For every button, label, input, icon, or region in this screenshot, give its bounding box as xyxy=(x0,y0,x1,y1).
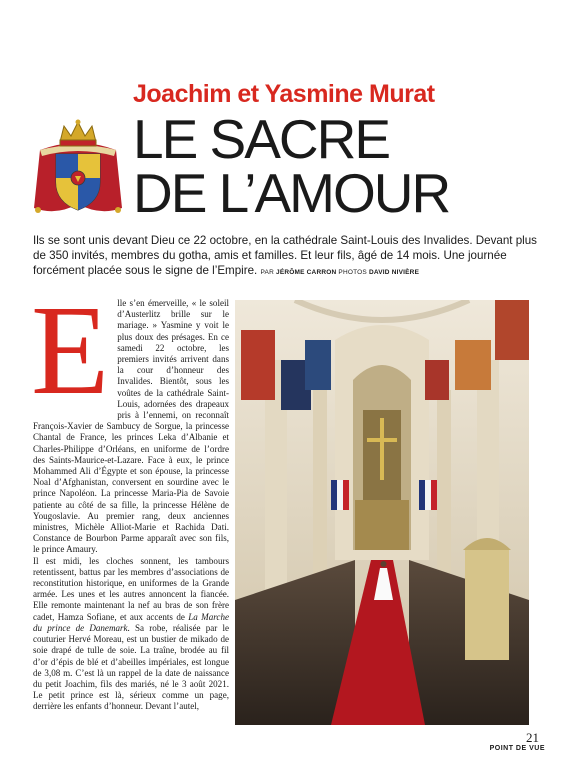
magazine-brand: POINT DE VUE xyxy=(489,745,545,752)
byline-author: JÉRÔME CARRON xyxy=(276,269,337,276)
coat-of-arms-icon xyxy=(30,116,126,222)
body-paragraph-2 xyxy=(33,556,229,713)
article-standfirst xyxy=(33,233,543,280)
byline-photographer: DAVID NIVIÈRE xyxy=(368,269,420,276)
article-kicker: Joachim et Yasmine Murat xyxy=(133,80,435,108)
article-body xyxy=(31,279,229,713)
byline-par: PAR xyxy=(260,269,274,276)
body-paragraph-1 xyxy=(31,279,229,556)
body-paragraph-2-italic: La Marche du prince de Danemark xyxy=(33,611,229,633)
drop-cap: E xyxy=(31,279,110,421)
standfirst-text: Ils se sont unis devant Dieu ce 22 octobre, en la cathédrale Saint-Louis des Invalides. Devant plus de 350 invités, membres du gotha, amis et familles. Et leur fils, âgé de 14 mois. Une journée forcément placée sous le signe de l’Empire. xyxy=(33,234,537,277)
byline xyxy=(261,269,420,276)
article-title xyxy=(133,108,450,224)
body-paragraph-2-start: Il est midi, les cloches sonnent, les tambours retentissent, battus par les membres d’associations de reconstitution historique, en uniformes de la Grande armée. Les unes et les autres annoncent la fiancée. Elle remonte maintenant la nef au bras de son frère cadet, Hamza Sofiane, et aux accents de xyxy=(33,555,229,622)
page-number: 21 xyxy=(526,730,539,745)
byline-photos: PHOTOS xyxy=(338,269,367,276)
body-paragraph-1-text: lle s’en émerveille, « le soleil d’Austerlitz brille sur le mariage. » Yasmine y voit le plus doux des présages. En ce samedi 22 octobre, les premiers invités arrivent dans la cour d’honneur des Invalides. Bientôt, sous les voûtes de la cathédrale Saint-Louis, adornées des drapeaux pris à l’ennemi, on reconnaît François-Xavier de Sambucy de Sorgue, la princesse Chantal de France, les princes Leka d’Albanie et Charles-Philippe d’Orléans, en uniforme de l’ordre des Saints-Maurice-et-Lazare. Face à eux, le prince Mohammed Ali d’Égypte et son épouse, la princesse Noal d’Afghanistan, conversent en sourdine avec le prince Napoléon. La princesse Maria-Pia de Savoie patiente au côté de sa fille, la princesse Hélène de Yougoslavie. Au premier rang, deux anciennes ministres, Michèle Alliot-Marie et Rachida Dati. Constance de Bourbon Parme apparaît avec son fils, le prince Amaury. xyxy=(33,298,229,555)
article-title-line2: DE L’AMOUR xyxy=(133,162,450,224)
article-title-line1: LE SACRE xyxy=(133,108,390,170)
body-paragraph-2-end: . Sa robe, réalisée par le couturier Hervé Moreau, est un bustier de mikado de soie drapé de tulle de soie. La traîne, brodée au fil d’or d’épis de blé et d’abeilles impériales, est longue de 3,08 m. C’est là un rappel de la date de naissance du petit Joachim, fils des mariés, né le 3 août 2021. Le petit prince est là, sérieux comme un page, derrière les enfants d’honneur. Devant l’autel, xyxy=(33,622,229,712)
cathedral-wedding-photo xyxy=(235,300,529,725)
